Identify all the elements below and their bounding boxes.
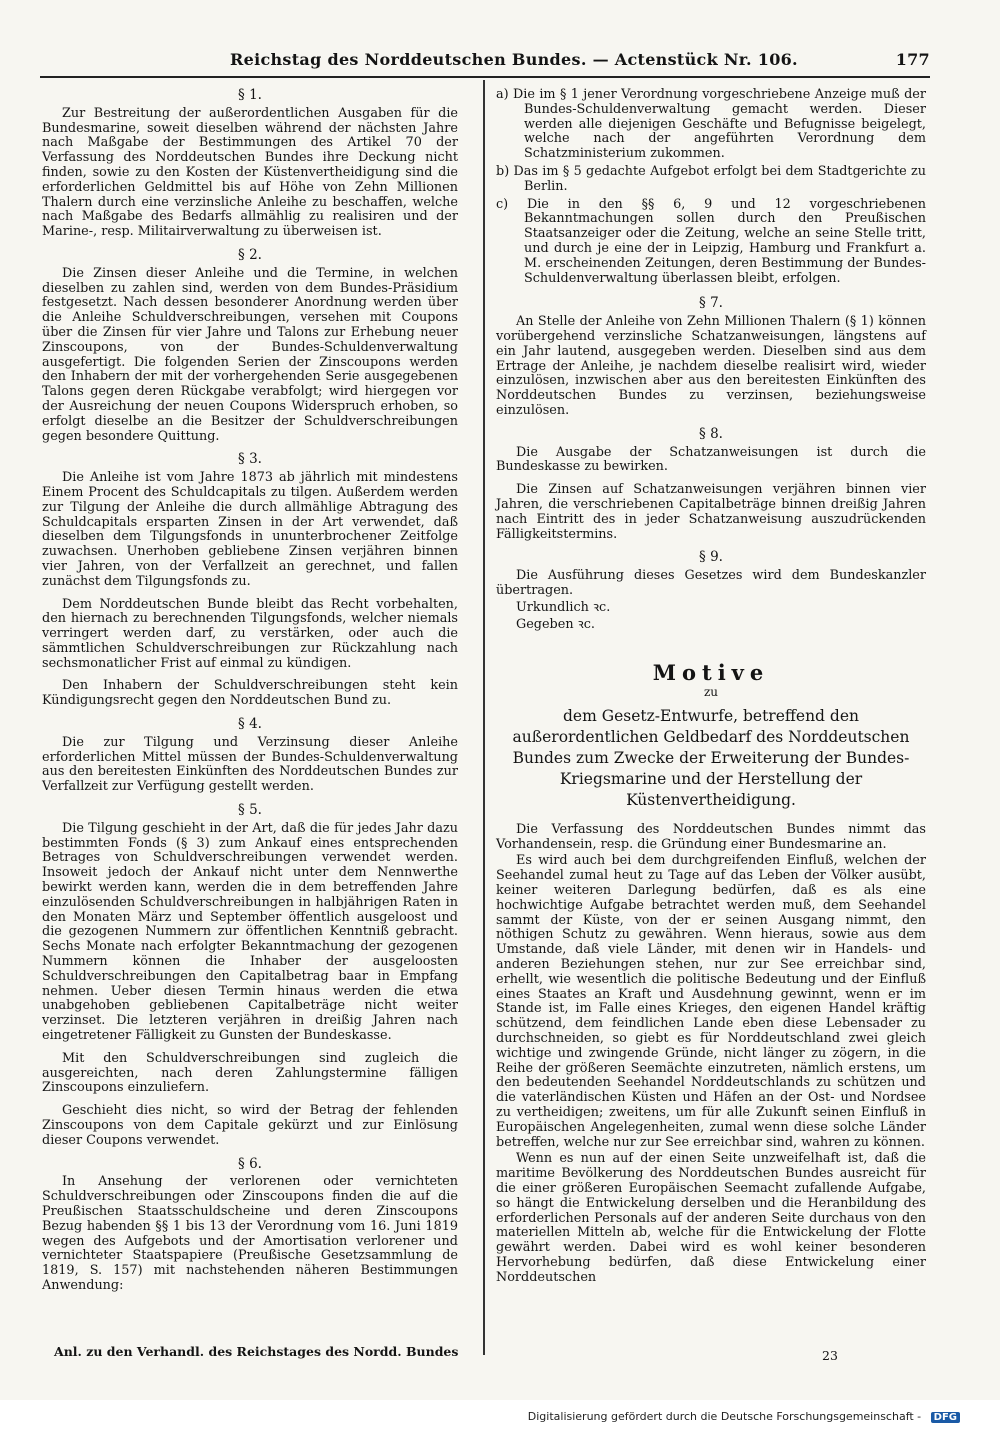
closing-line: Gegeben ꝛc. xyxy=(516,616,595,632)
section-heading: § 1. xyxy=(238,87,262,103)
list-item-b: b) Das im § 5 gedachte Aufgebot erfolgt bei dem Stadtgerichte zu Berlin. xyxy=(496,163,926,194)
page-number: 177 xyxy=(895,50,930,69)
footer-text: Digitalisierung gefördert durch die Deutsche Forschungsgemeinschaft - xyxy=(527,1410,922,1423)
dfg-logo[interactable]: DFG xyxy=(931,1412,960,1423)
digitization-footer xyxy=(0,1400,1000,1432)
paragraph: An Stelle der Anleihe von Zehn Millionen Thalern (§ 1) können vorübergehend verzinsliche Schatzanweisungen, längstens auf ein Jahr lautend, ausgegeben werden. Dieselben sind aus dem Ertrage der Anleihe, je nachdem dieselbe realisirt wird, wieder einzulösen, inzwischen aber aus den bereitesten Einkünften des Norddeutschen Bundes zu verzinsen, beziehungsweise einzulösen. xyxy=(496,314,926,418)
paragraph: Die Zinsen auf Schatzanweisungen verjähren binnen vier Jahren, die verschriebenen Capitalbeträge binnen dreißig Jahren nach Eintritt des in jeder Schatzanweisung auszudrückenden Fälligkeitstermins. xyxy=(496,482,926,542)
section-heading: § 7. xyxy=(699,295,723,312)
paragraph: Die Ausführung dieses Gesetzes wird dem Bundeskanzler übertragen. xyxy=(496,568,926,598)
section-heading: § 9. xyxy=(699,549,723,566)
paragraph: Geschieht dies nicht, so wird der Betrag der fehlenden Zinscoupons von dem Capitale gekürzt und zur Einlösung dieser Coupons verwendet. xyxy=(42,1103,458,1148)
page-header xyxy=(40,46,930,78)
section-8 xyxy=(496,427,926,543)
right-column xyxy=(496,88,926,1294)
footer-credit xyxy=(528,1410,960,1423)
header-title: Reichstag des Norddeutschen Bundes. — Actenstück Nr. 106. xyxy=(230,50,798,69)
signature-mark: 23 xyxy=(822,1348,838,1363)
paragraph: Die zur Tilgung und Verzinsung dieser Anleihe erforderlichen Mittel müssen der Bundes-Schuldenverwaltung aus den bereitesten Einkünften des Norddeutschen Bundes zur Verfallzeit zur Verfügung gestellt werden. xyxy=(42,734,458,795)
motive-paragraph: Die Verfassung des Norddeutschen Bundes nimmt das Vorhandensein, resp. die Gründung einer Bundesmarine an. xyxy=(496,821,926,852)
paragraph: Die Zinsen dieser Anleihe und die Termine, in welchen dieselben zu zahlen sind, werden von dem Bundes-Präsidium festgesetzt. Nach dessen besonderer Anordnung werden über die Anleihe Schuldverschreibungen, versehen mit Coupons über die Zinsen für vier Jahre und Talons zur Erhebung neuer Zinscoupons, von der Bundes-Schuldenverwaltung ausgefertigt. Die folgenden Serien der Zinscoupons werden den Inhabern der mit der vorhergehenden Serie ausgegebenen Talons gegen deren Rückgabe verabfolgt; wird hiergegen vor der Ausreichung der neuen Coupons Widerspruch erhoben, so erfolgt dieselbe an die Besitzer der Schuldverschreibungen gegen besondere Quittung. xyxy=(42,265,458,444)
section-9 xyxy=(496,550,926,632)
paragraph: Die Tilgung geschieht in der Art, daß die für jedes Jahr dazu bestimmten Fonds (§ 3) zum Ankauf eines entsprechenden Betrages von Schuldverschreibungen verwendet werden. Insoweit jedoch der Ankauf nicht unter dem Nennwerthe bewirkt werden kann, werden die in dem betreffenden Jahre einzulösenden Schuldverschreibungen in halbjährigen Raten in den Monaten März und September öffentlich ausgeloost und die gezogenen Nummern zur öffentlichen Kenntniß gebracht. Sechs Monate nach erfolgter Bekanntmachung der gezogenen Nummern können die Inhaber der ausgeloosten Schuldverschreibungen den Capitalbetrag baar in Empfang nehmen. Ueber diesen Termin hinaus werden die etwa unabgehoben gebliebenen Capitalbeträge nicht weiter verzinset. Die letzteren verjähren in dreißig Jahren nach eingetretener Fälligkeit zu Gunsten der Bundeskasse. xyxy=(42,820,458,1044)
left-column xyxy=(42,88,458,1302)
paragraph: Die Anleihe ist vom Jahre 1873 ab jährlich mit mindestens Einem Procent des Schuldcapitals zu tilgen. Außerdem werden zur Tilgung der Anleihe die durch allmählige Abtragung des Schuldcapitals ersparten Zinsen in der Art verwendet, daß dieselben dem Tilgungsfonds in ununterbrochener Zeitfolge zuwachsen. Unerhoben gebliebene Zinsen verjähren binnen vier Jahren, von der Verfallzeit an gerechnet, und fallen zunächst dem Tilgungsfonds zu. xyxy=(42,470,458,589)
section-1 xyxy=(42,88,458,240)
section-7 xyxy=(496,296,926,418)
section-heading: § 5. xyxy=(238,802,262,819)
section-heading: § 2. xyxy=(238,246,262,263)
footnote-left: Anl. zu den Verhandl. des Reichstages des Nordd. Bundes xyxy=(54,1344,459,1359)
paragraph: Den Inhabern der Schuldverschreibungen steht kein Kündigungsrecht gegen den Norddeutschen Bund zu. xyxy=(42,678,458,709)
paragraph: Mit den Schuldverschreibungen sind zugleich die ausgereichten, nach deren Zahlungstermine fälligen Zinscoupons einzuliefern. xyxy=(42,1050,458,1096)
section-heading: § 4. xyxy=(238,716,262,733)
section-6 xyxy=(42,1157,458,1294)
section-heading: § 8. xyxy=(699,425,723,442)
column-divider xyxy=(483,80,485,1355)
list-item-a: a) Die im § 1 jener Verordnung vorgeschriebene Anzeige muß der Bundes-Schuldenverwaltung gemacht werden. Dieser werden alle diejenigen Geschäfte und Befugnisse beigelegt, welche nach der angeführten Verordnung dem Schatzministerium zukommen. xyxy=(496,87,926,162)
motive-paragraph: Wenn es nun auf der einen Seite unzweifelhaft ist, daß die maritime Bevölkerung des Norddeutschen Bundes ausreicht für die einer größeren Europäischen Seemacht zufallende Aufgabe, so hängt die Entwickelung derselben und die Heranbildung des erforderlichen Personals auf der anderen Seite durchaus von den materiellen Mitteln ab, welche für die Entwickelung der Flotte gewährt werden. Dabei wird es wohl keiner besonderen Hervorhebung bedürfen, daß diese Entwickelung einer Norddeutschen xyxy=(496,1151,926,1285)
section-4 xyxy=(42,717,458,795)
paragraph: Die Ausgabe der Schatzanweisungen ist durch die Bundeskasse zu bewirken. xyxy=(496,444,926,475)
list-item-c: c) Die in den §§ 6, 9 und 12 vorgeschriebenen Bekanntmachungen sollen durch den Preußischen Staatsanzeiger oder die Zeitung, welche an seine Stelle tritt, und durch je eine der in Leipzig, Hamburg und Frankfurt a. M. erscheinenden Zeitungen, deren Bestimmung der Bundes-Schuldenverwaltung überlassen bleibt, erfolgen. xyxy=(496,196,926,286)
paragraph: Zur Bestreitung der außerordentlichen Ausgaben für die Bundesmarine, soweit dieselben während der nächsten Jahre nach Maßgabe der Bestimmungen des Artikel 70 der Verfassung des Norddeutschen Bundes ihre Deckung nicht finden, sowie zu den Kosten der Küstenvertheidigung sind die erforderlichen Geldmittel bis auf Höhe von Zehn Millionen Thalern durch eine verzinsliche Anleihe zu beschaffen, welche nach Maßgabe des Bedarfs allmählig zu realisiren und der Marine-, resp. Militairverwaltung zu überweisen ist. xyxy=(42,105,458,240)
section-3 xyxy=(42,452,458,709)
motive-zu: zu xyxy=(703,685,719,700)
paragraph: In Ansehung der verlorenen oder vernichteten Schuldverschreibungen oder Zinscoupons finden die auf die Preußischen Staatsschuldscheine und deren Zinscoupons Bezug habenden §§ 1 bis 13 der Verordnung vom 16. Juni 1819 wegen des Aufgebots und der Amortisation verlorener und vernichteter Staatspapiere (Preußische Gesetzsammlung de 1819, S. 157) mit nachstehenden näheren Bestimmungen Anwendung: xyxy=(42,1174,458,1293)
section-2 xyxy=(42,248,458,444)
motive-title: Motive xyxy=(652,660,770,686)
motive-paragraph: Es wird auch bei dem durchgreifenden Einfluß, welchen der Seehandel zumal heut zu Tage auf das Leben der Völker ausübt, keiner weiteren Darlegung bedürfen, daß es als eine hochwichtige Aufgabe betrachtet werden muß, dem Seehandel sammt der Küste, von der er seinen Ausgang nimmt, den nöthigen Schutz zu gewähren. Wenn hieraus, sowie aus dem Umstande, daß viele Länder, mit denen wir in Handels- und anderen Beziehungen stehen, nur zur See erreichbar sind, erhellt, wie wesentlich die politische Bedeutung und der Einfluß eines Staates an Kraft und Ausdehnung gewinnt, wenn er im Stande ist, im Falle eines Krieges, den eigenen Handel kräftig schützend, dem feindlichen Lande eben diese Lebensader zu durchschneiden, so giebt es für Norddeutschland zwei gleich wichtige und zwingende Gründe, nicht länger zu zögern, in die Reihe der größeren Seemächte einzutreten, nämlich erstens, um den bedeutenden Seehandel Norddeutschlands zu schützen und die vaterländischen Küsten und Häfen an der Ost- und Nordsee zu vertheidigen; zweitens, um für alle Zukunft seinen Einfluß in Europäischen Angelegenheiten, zumal wenn diese solche Länder betreffen, welche nur zur See erreichbar sind, wahren zu können. xyxy=(496,853,926,1150)
closing-line: Urkundlich ꝛc. xyxy=(516,599,611,615)
section-heading: § 6. xyxy=(238,1155,262,1172)
motive-subtitle: dem Gesetz-Entwurfe, betreffend den außerordentlichen Geldbedarf des Norddeutschen Bundes zum Zwecke der Erweiterung der Bundes-Kriegsmarine und der Herstellung der Küstenvertheidigung. xyxy=(512,706,910,809)
section-heading: § 3. xyxy=(238,451,262,468)
paragraph: Dem Norddeutschen Bunde bleibt das Recht vorbehalten, den hiernach zu berechnenden Tilgungsfonds, welcher niemals verringert werden darf, zu verstärken, oder auch die sämmtlichen Schuldverschreibungen zur Rückzahlung nach sechsmonatlicher Frist auf einmal zu kündigen. xyxy=(42,596,458,671)
section-5 xyxy=(42,803,458,1149)
